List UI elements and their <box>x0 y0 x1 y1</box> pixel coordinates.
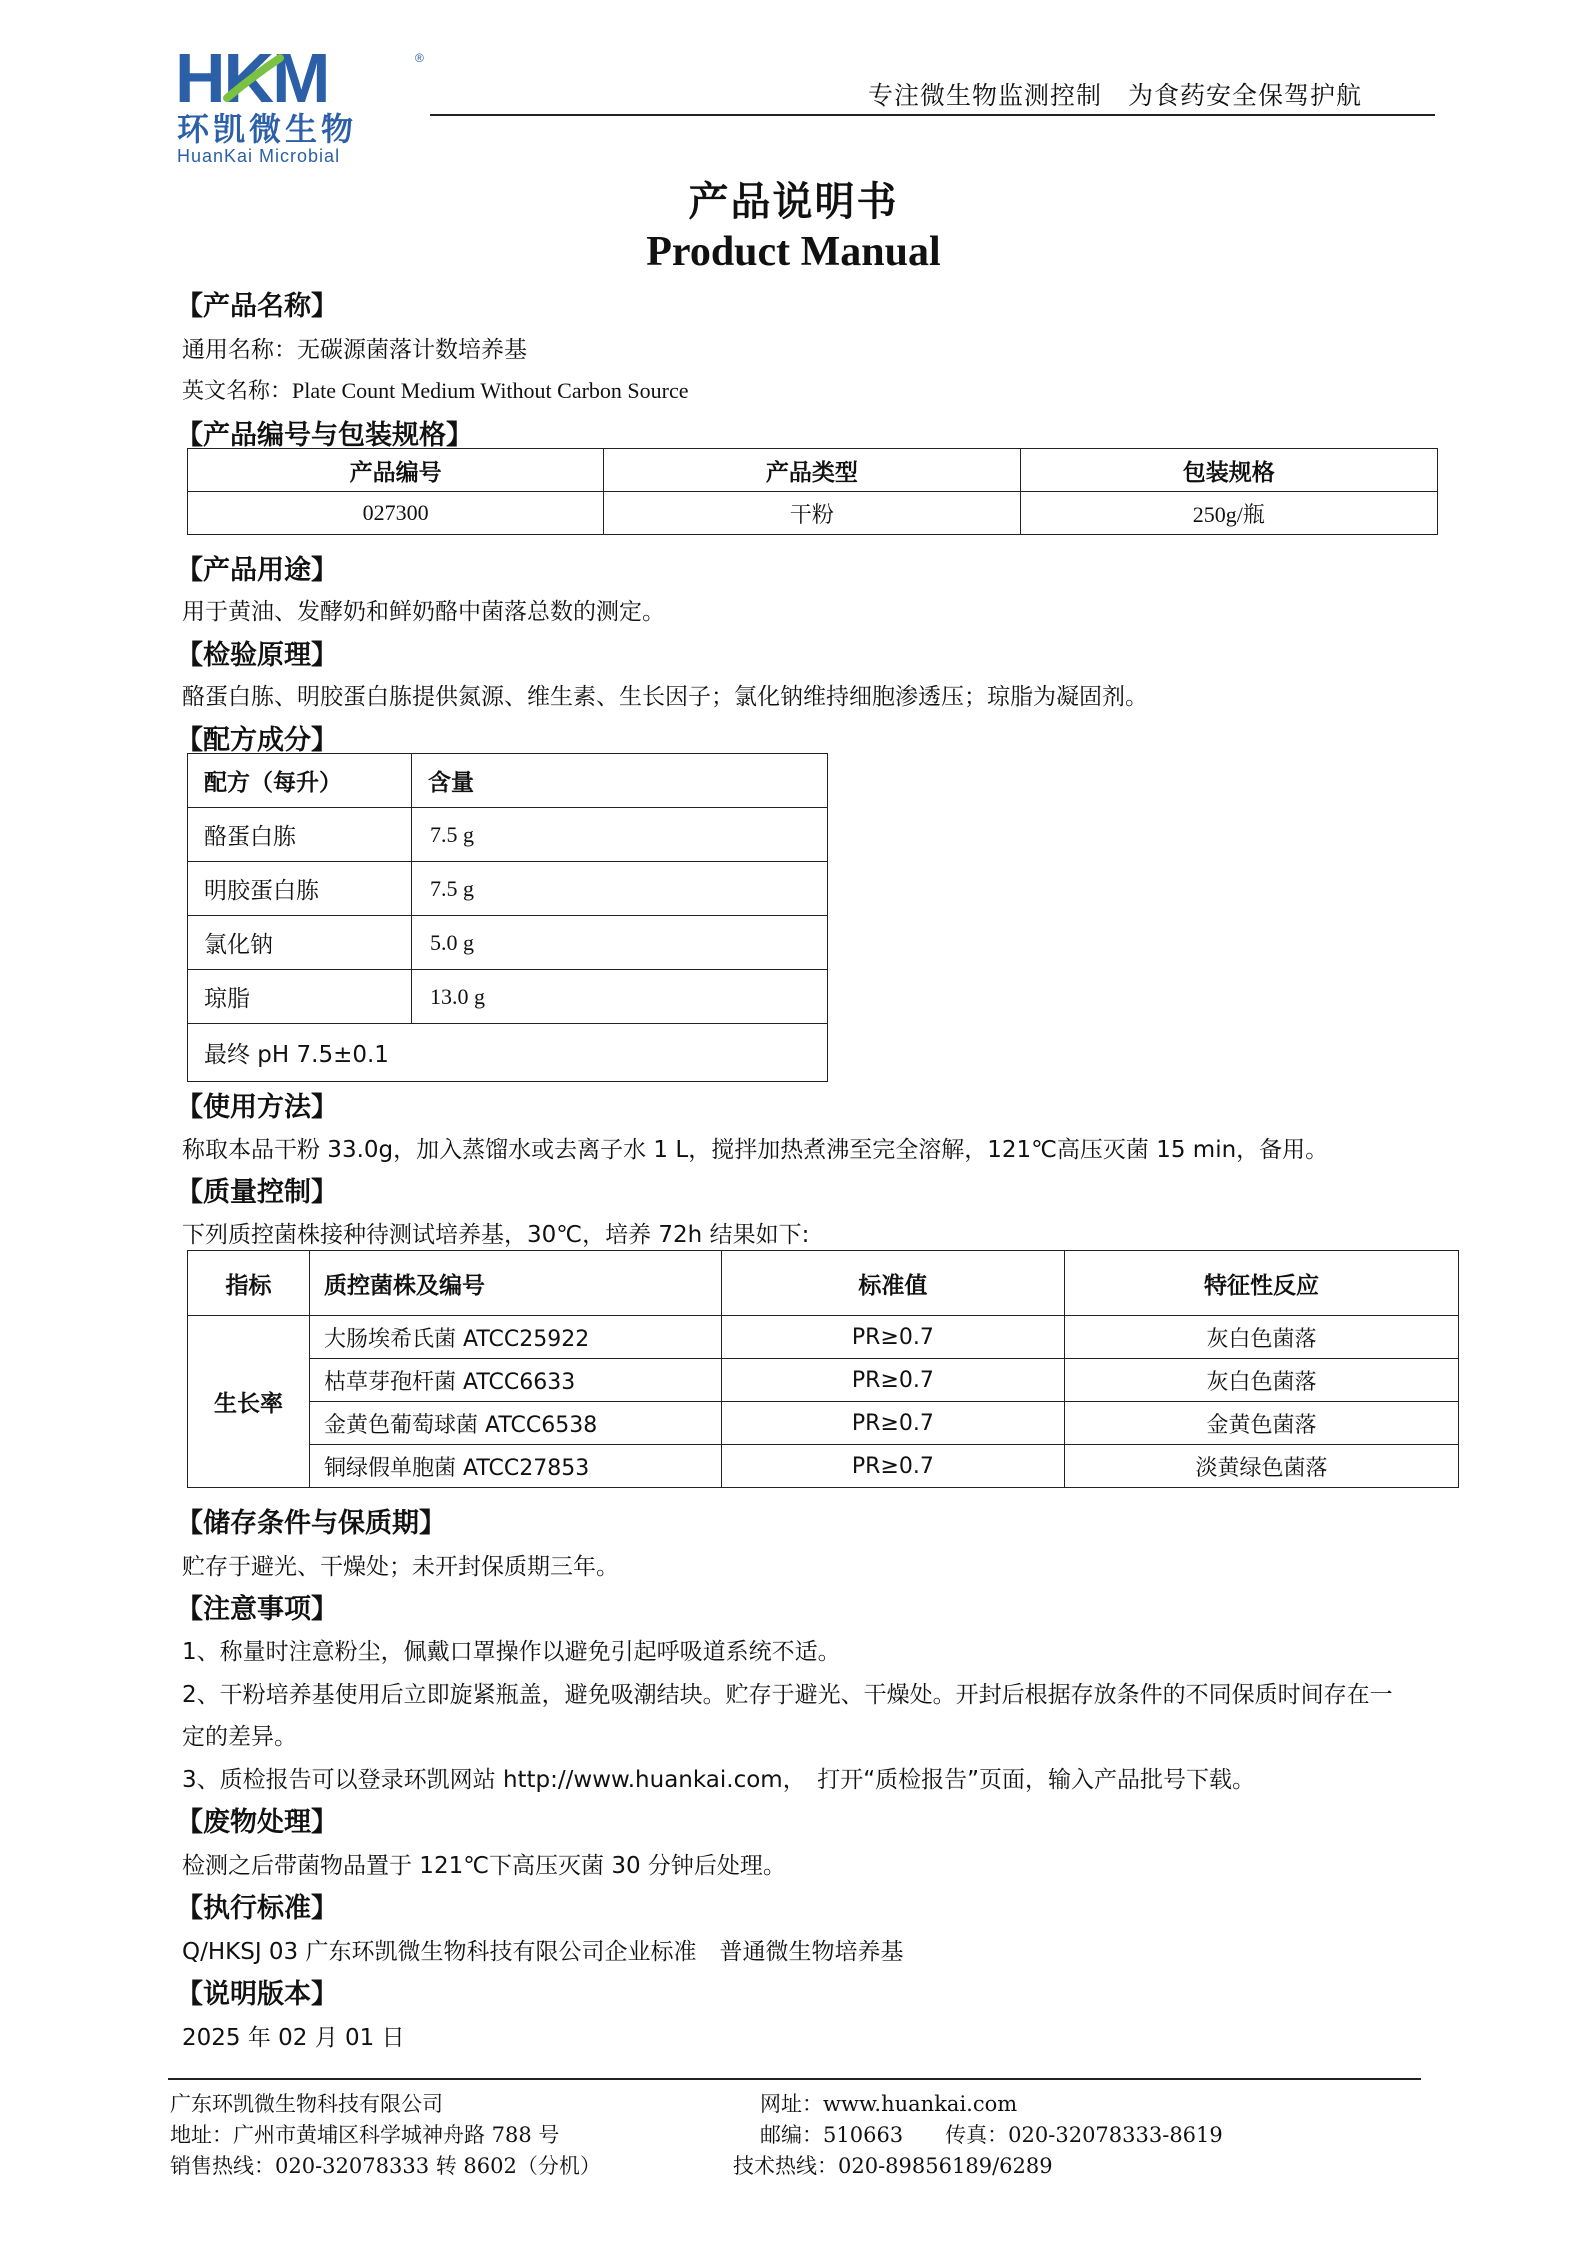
quality-control-table <box>187 1250 1459 1488</box>
reaction: 淡黄绿色菌落 <box>1064 1445 1458 1488</box>
reaction: 灰白色菌落 <box>1064 1359 1458 1402</box>
table-row <box>188 970 828 1024</box>
standard-text: Q/HKSJ 03 广东环凯微生物科技有限公司企业标准 普通微生物培养基 <box>182 1939 904 1965</box>
ingredient-name: 酪蛋白胨 <box>188 808 412 862</box>
section-heading-notes: 【注意事项】 <box>176 1594 338 1625</box>
footer-company: 广东环凯微生物科技有限公司 <box>170 2092 443 2116</box>
ingredient-name: 明胶蛋白胨 <box>188 862 412 916</box>
ingredient-amount: 7.5 g <box>412 862 828 916</box>
table-row <box>188 862 828 916</box>
header-formula: 配方（每升） <box>188 754 412 808</box>
header-product-type: 产品类型 <box>604 449 1020 492</box>
version-date: 2025 年 02 月 01 日 <box>182 2025 405 2051</box>
table-row <box>188 1402 1459 1445</box>
footer-address: 地址：广州市黄埔区科学城神舟路 788 号 <box>170 2123 560 2147</box>
standard-value: PR≥0.7 <box>721 1316 1064 1359</box>
registered-mark: ® <box>415 51 424 65</box>
final-ph: 最终 pH 7.5±0.1 <box>188 1024 828 1082</box>
header-divider <box>430 114 1435 116</box>
table-header-row <box>188 754 828 808</box>
common-name: 通用名称：无碳源菌落计数培养基 <box>182 337 527 363</box>
disposal-text: 检测之后带菌物品置于 121℃下高压灭菌 30 分钟后处理。 <box>182 1853 786 1879</box>
table-row <box>188 1445 1459 1488</box>
qc-intro: 下列质控菌株接种待测试培养基，30℃，培养 72h 结果如下: <box>182 1222 810 1248</box>
table-row <box>188 916 828 970</box>
strain: 大肠埃希氏菌 ATCC25922 <box>310 1316 722 1359</box>
standard-value: PR≥0.7 <box>721 1359 1064 1402</box>
note-item: 2、干粉培养基使用后立即旋紧瓶盖，避免吸潮结块。贮存于避光、干燥处。开封后根据存放条件的不同保质时间存在一 <box>182 1682 1393 1708</box>
logo-english-name: HuanKai Microbial <box>177 146 341 166</box>
table-header-row <box>188 1251 1459 1316</box>
table-row <box>188 1316 1459 1359</box>
title-chinese: 产品说明书 <box>688 179 899 225</box>
cell-product-code: 027300 <box>188 492 604 535</box>
usage-text: 用于黄油、发酵奶和鲜奶酪中菌落总数的测定。 <box>182 599 665 625</box>
section-heading-storage: 【储存条件与保质期】 <box>176 1508 446 1539</box>
reaction: 灰白色菌落 <box>1064 1316 1458 1359</box>
header-standard: 标准值 <box>721 1251 1064 1316</box>
section-heading-principle: 【检验原理】 <box>176 640 338 671</box>
footer-website: 网址：www.huankai.com <box>760 2092 1018 2116</box>
note-item: 1、称量时注意粉尘，佩戴口罩操作以避免引起呼吸道系统不适。 <box>182 1639 841 1665</box>
strain: 铜绿假单胞菌 ATCC27853 <box>310 1445 722 1488</box>
principle-text: 酪蛋白胨、明胶蛋白胨提供氮源、维生素、生长因子；氯化钠维持细胞渗透压；琼脂为凝固剂。 <box>182 684 1148 710</box>
header-product-code: 产品编号 <box>188 449 604 492</box>
standard-value: PR≥0.7 <box>721 1445 1064 1488</box>
header-reaction: 特征性反应 <box>1064 1251 1458 1316</box>
header-slogan: 专注微生物监测控制 为食药安全保驾护航 <box>868 81 1363 110</box>
header-package-size: 包装规格 <box>1020 449 1438 492</box>
formula-table <box>187 753 828 1082</box>
section-heading-usage: 【产品用途】 <box>176 555 338 586</box>
note-item: 定的差异。 <box>182 1724 297 1750</box>
standard-value: PR≥0.7 <box>721 1402 1064 1445</box>
section-heading-formula: 【配方成分】 <box>176 725 338 756</box>
header-amount: 含量 <box>412 754 828 808</box>
table-row-ph <box>188 1024 828 1082</box>
table-row <box>188 492 1438 535</box>
method-text: 称取本品干粉 33.0g，加入蒸馏水或去离子水 1 L，搅拌加热煮沸至完全溶解，121℃高压灭菌 15 min，备用。 <box>182 1137 1329 1163</box>
section-heading-standard: 【执行标准】 <box>176 1893 338 1924</box>
note-item: 3、质检报告可以登录环凯网站 http://www.huankai.com， 打开“质检报告”页面，输入产品批号下载。 <box>182 1767 1256 1793</box>
table-header-row <box>188 449 1438 492</box>
header-indicator: 指标 <box>188 1251 310 1316</box>
footer-postcode-fax: 邮编：510663 传真：020-32078333-8619 <box>760 2123 1223 2147</box>
section-heading-disposal: 【废物处理】 <box>176 1807 338 1838</box>
footer-divider <box>168 2078 1421 2080</box>
strain: 金黄色葡萄球菌 ATCC6538 <box>310 1402 722 1445</box>
title-english: Product Manual <box>646 229 941 275</box>
ingredient-amount: 7.5 g <box>412 808 828 862</box>
table-row <box>188 1359 1459 1402</box>
cell-package-size: 250g/瓶 <box>1020 492 1438 535</box>
ingredient-name: 氯化钠 <box>188 916 412 970</box>
packaging-table <box>187 448 1438 535</box>
section-heading-product-name: 【产品名称】 <box>176 291 338 322</box>
strain: 枯草芽孢杆菌 ATCC6633 <box>310 1359 722 1402</box>
header-strain: 质控菌株及编号 <box>310 1251 722 1316</box>
cell-product-type: 干粉 <box>604 492 1020 535</box>
reaction: 金黄色菌落 <box>1064 1402 1458 1445</box>
english-name: 英文名称：Plate Count Medium Without Carbon Source <box>182 378 689 403</box>
storage-text: 贮存于避光、干燥处；未开封保质期三年。 <box>182 1554 619 1580</box>
ingredient-name: 琼脂 <box>188 970 412 1024</box>
section-heading-packaging: 【产品编号与包装规格】 <box>176 420 473 451</box>
section-heading-quality-control: 【质量控制】 <box>176 1177 338 1208</box>
company-logo <box>175 48 435 170</box>
table-row <box>188 808 828 862</box>
ingredient-amount: 5.0 g <box>412 916 828 970</box>
section-heading-method: 【使用方法】 <box>176 1092 338 1123</box>
logo-chinese-name: 环凯微生物 <box>177 110 358 148</box>
hkm-logo-mark <box>175 48 435 170</box>
indicator-growth-rate: 生长率 <box>188 1316 310 1488</box>
footer-sales-hotline: 销售热线：020-32078333 转 8602（分机） <box>170 2154 601 2178</box>
ingredient-amount: 13.0 g <box>412 970 828 1024</box>
section-heading-version: 【说明版本】 <box>176 1979 338 2010</box>
footer-tech-hotline: 技术热线：020-89856189/6289 <box>733 2154 1053 2178</box>
logo-letters: HKM <box>175 48 329 117</box>
